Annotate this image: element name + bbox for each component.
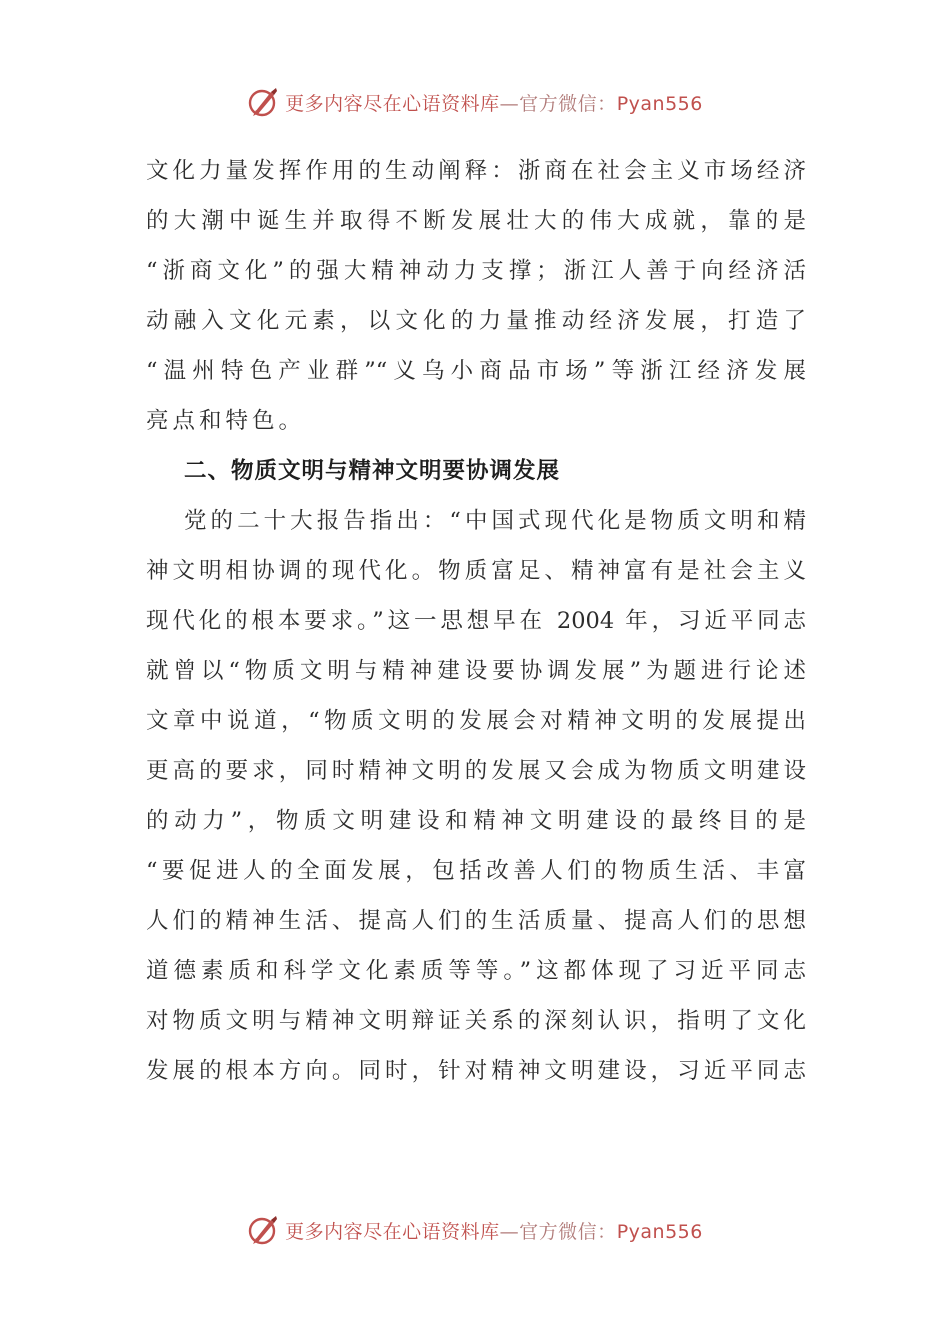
- text-line: 的大潮中诞生并取得不断发展壮大的伟大成就，靠的是: [146, 208, 806, 234]
- header-watermark-banner: [0, 82, 950, 122]
- document-body: [146, 146, 806, 1096]
- text-line: 现代化的根本要求。”这一思想早在 2004 年，习近平同志: [146, 608, 806, 634]
- text-line: 神文明相协调的现代化。物质富足、精神富有是社会主义: [146, 558, 806, 584]
- text-line: 文化力量发挥作用的生动阐释：浙商在社会主义市场经济: [146, 158, 806, 184]
- text-line: “温州特色产业群”“义乌小商品市场”等浙江经济发展: [146, 358, 806, 384]
- text-line: 道德素质和科学文化素质等等。”这都体现了习近平同志: [146, 958, 806, 984]
- pen-quill-logo-icon: [247, 1214, 279, 1246]
- text-line: 的动力”，物质文明建设和精神文明建设的最终目的是: [146, 808, 806, 834]
- text-line: 就曾以“物质文明与精神建设要协调发展”为题进行论述: [146, 658, 806, 684]
- text-line: 对物质文明与精神文明辩证关系的深刻认识，指明了文化: [146, 1008, 806, 1034]
- banner-dash: —: [499, 92, 520, 115]
- text-line: 人们的精神生活、提高人们的生活质量、提高人们的思想: [146, 908, 806, 934]
- banner-main-text: 更多内容尽在心语资料库: [285, 92, 500, 115]
- text-line: “要促进人的全面发展，包括改善人们的物质生活、丰富: [146, 858, 806, 884]
- text-line: 亮点和特色。: [146, 408, 306, 434]
- banner-main-text: 更多内容尽在心语资料库: [285, 1220, 500, 1243]
- text-line: 党的二十大报告指出：“中国式现代化是物质文明和精: [184, 508, 806, 534]
- banner-wechat-label: 官方微信：: [519, 92, 617, 115]
- paragraph-2: [146, 496, 806, 1096]
- banner-wechat-id: Pyan556: [616, 1220, 703, 1243]
- banner-dash: —: [499, 1220, 520, 1243]
- paragraph-1: [146, 146, 806, 446]
- banner-wechat-label: 官方微信：: [519, 1220, 617, 1243]
- text-line: 文章中说道，“物质文明的发展会对精神文明的发展提出: [146, 708, 806, 734]
- text-line: 动融入文化元素，以文化的力量推动经济发展，打造了: [146, 308, 806, 334]
- banner-wechat-id: Pyan556: [616, 92, 703, 115]
- text-line: “浙商文化”的强大精神动力支撑；浙江人善于向经济活: [146, 258, 806, 284]
- text-line: 更高的要求，同时精神文明的发展又会成为物质文明建设: [146, 758, 806, 784]
- pen-quill-logo-icon: [247, 86, 279, 118]
- section-heading: 二、物质文明与精神文明要协调发展: [184, 458, 561, 484]
- footer-watermark-banner: [0, 1210, 950, 1250]
- text-line: 发展的根本方向。同时，针对精神文明建设，习近平同志: [146, 1058, 806, 1084]
